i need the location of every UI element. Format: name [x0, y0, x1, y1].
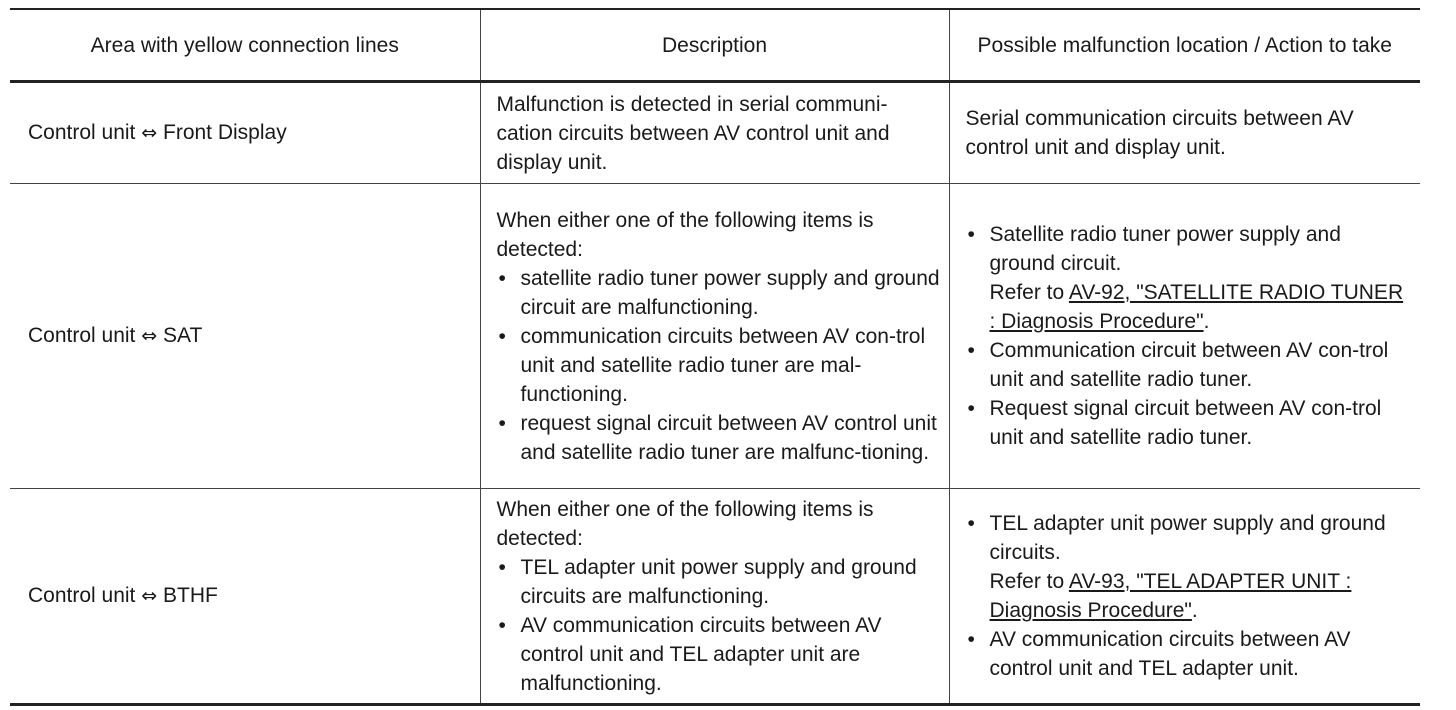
action-text: TEL adapter unit power supply and ground circuits. [989, 512, 1386, 564]
area-cell [10, 184, 480, 489]
description-cell [480, 184, 949, 489]
area-prefix: Control unit [28, 584, 136, 607]
table-row [10, 489, 1420, 705]
bidirectional-arrow-icon: ⇔ [141, 325, 158, 347]
area-prefix: Control unit [28, 121, 136, 144]
description-list [497, 264, 941, 467]
action-cell: Serial communication circuits between AV control unit and display unit. [949, 82, 1420, 184]
bidirectional-arrow-icon: ⇔ [141, 585, 158, 607]
list-item: • satellite radio tuner power supply and ground circuit are malfunctioning. [497, 264, 941, 322]
description-intro: When either one of the following items is detected: [496, 208, 874, 261]
list-item: • request signal circuit between AV control unit and satellite radio tuner are malfunc-tioning. [497, 409, 941, 467]
action-list [966, 220, 1413, 452]
refer-suffix: . [1203, 310, 1210, 333]
reference-link[interactable]: AV-93, "TEL ADAPTER UNIT : Diagnosis Procedure" [989, 570, 1352, 622]
diagnosis-table [10, 8, 1420, 706]
area-target: SAT [163, 324, 203, 347]
description-cell [480, 489, 949, 705]
area-cell [10, 489, 480, 705]
list-item: • Request signal circuit between AV con-trol unit and satellite radio tuner. [966, 394, 1413, 452]
description-intro: When either one of the following items is detected: [496, 497, 874, 550]
refer-suffix: . [1191, 599, 1198, 622]
header-action: Possible malfunction location / Action to take [949, 9, 1420, 82]
list-item [966, 509, 1413, 625]
refer-prefix: Refer to [989, 570, 1069, 593]
table-header-row [10, 9, 1420, 82]
list-item [966, 220, 1413, 336]
list-item: • Communication circuit between AV con-trol unit and satellite radio tuner. [966, 336, 1413, 394]
area-target: Front Display [163, 121, 287, 144]
table-row [10, 82, 1420, 184]
reference-link[interactable]: AV-92, "SATELLITE RADIO TUNER : Diagnosis Procedure" [989, 281, 1404, 333]
list-item: • TEL adapter unit power supply and ground circuits are malfunctioning. [497, 553, 941, 611]
bidirectional-arrow-icon: ⇔ [141, 122, 158, 144]
action-text: Satellite radio tuner power supply and ground circuit. [989, 223, 1341, 275]
description-cell: Malfunction is detected in serial communi-cation circuits between AV control unit and display unit. [480, 82, 949, 184]
area-cell [10, 82, 480, 184]
list-item: • AV communication circuits between AV control unit and TEL adapter unit. [966, 625, 1413, 683]
list-item: • AV communication circuits between AV control unit and TEL adapter unit are malfunctioning. [497, 611, 941, 698]
refer-prefix: Refer to [989, 281, 1069, 304]
table-row [10, 184, 1420, 489]
action-cell [949, 489, 1420, 705]
description-list [497, 553, 941, 698]
action-list [966, 509, 1413, 683]
action-cell [949, 184, 1420, 489]
list-item: • communication circuits between AV con-trol unit and satellite radio tuner are mal-functioning. [497, 322, 941, 409]
header-area: Area with yellow connection lines [10, 9, 480, 82]
header-description: Description [480, 9, 949, 82]
area-prefix: Control unit [28, 324, 136, 347]
area-target: BTHF [163, 584, 218, 607]
